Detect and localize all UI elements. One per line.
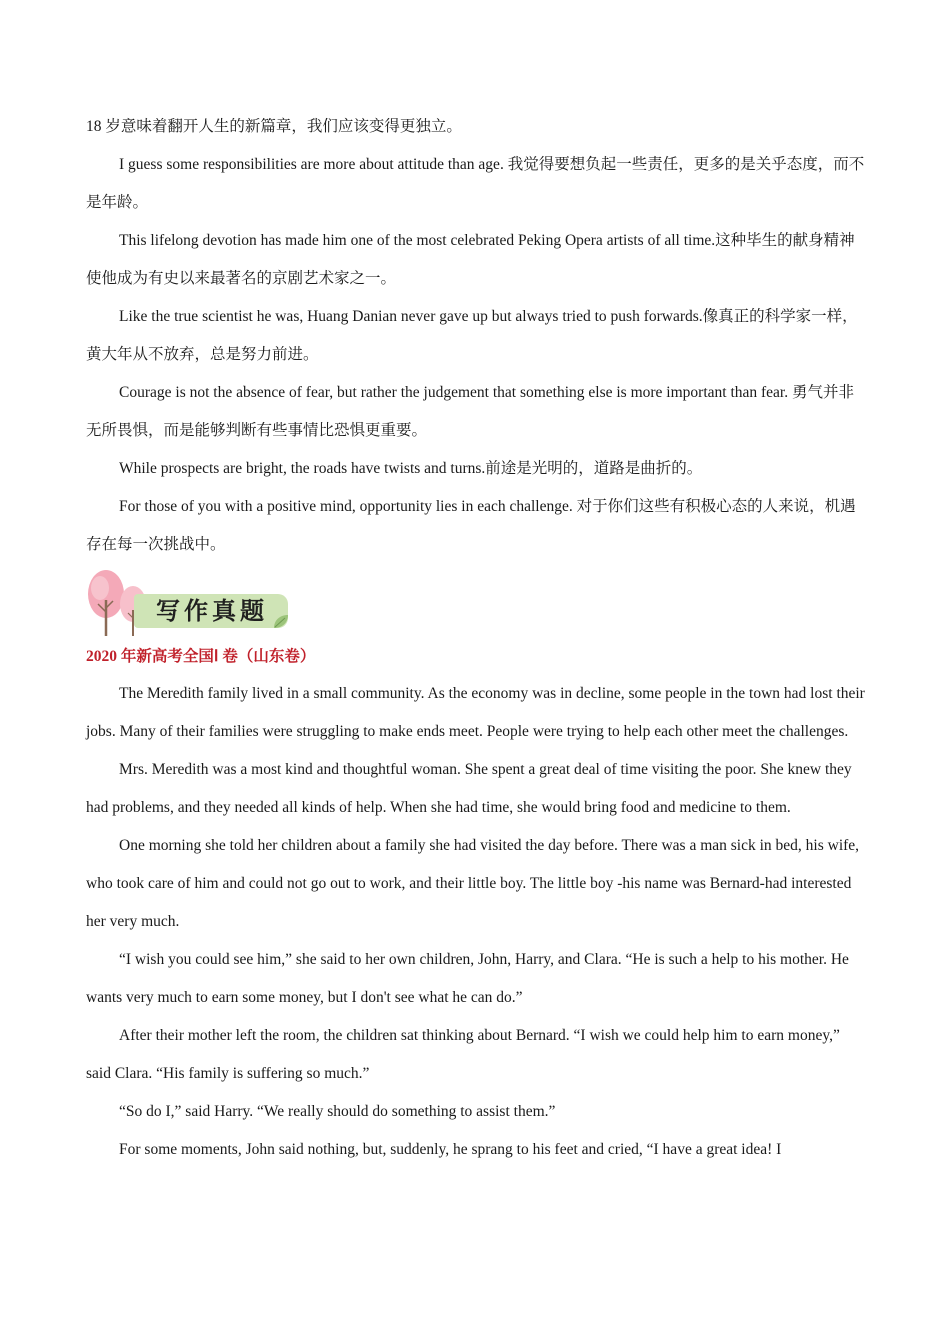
paragraph: For some moments, John said nothing, but, suddenly, he sprang to his feet and cried, “I have a great idea! I xyxy=(119,1141,782,1158)
paragraph: One morning she told her children about a family she had visited the day before. There was a man sick in bed, his wife, who took care of him and could not go out to work, and their little boy. The little boy -his name was Bernard-had interested her very much. xyxy=(86,837,860,930)
exam-title: 2020 年新高考全国Ⅰ 卷（山东卷） xyxy=(86,648,316,665)
document-page xyxy=(86,108,866,1169)
paragraph: I guess some responsibilities are more about attitude than age. 我觉得要想负起一些责任，更多的是关乎态度，而不是年龄。 xyxy=(86,156,865,211)
paragraph: This lifelong devotion has made him one of the most celebrated Peking Opera artists of all time.这种毕生的献身精神使他成为有史以来最著名的京剧艺术家之一。 xyxy=(86,232,855,287)
paragraph: The Meredith family lived in a small community. As the economy was in decline, some people in the town had lost their jobs. Many of their families were struggling to make ends meet. People were trying to help each other meet the challenges. xyxy=(86,685,865,740)
paragraph: For those of you with a positive mind, opportunity lies in each challenge. 对于你们这些有积极心态的人来说，机遇存在每一次挑战中。 xyxy=(86,498,856,553)
paragraph: Mrs. Meredith was a most kind and thoughtful woman. She spent a great deal of time visiting the poor. She knew they had problems, and they needed all kinds of help. When she had time, she would bring food and medicine to them. xyxy=(86,761,852,816)
paragraph: After their mother left the room, the children sat thinking about Bernard. “I wish we could help him to earn money,” said Clara. “His family is suffering so much.” xyxy=(86,1027,840,1082)
paragraph: Like the true scientist he was, Huang Danian never gave up but always tried to push forwards.像真正的科学家一样，黄大年从不放弃，总是努力前进。 xyxy=(86,308,858,363)
section-banner xyxy=(86,566,866,644)
paragraph: Courage is not the absence of fear, but rather the judgement that something else is more important than fear. 勇气并非无所畏惧，而是能够判断有些事情比恐惧更重要。 xyxy=(86,384,854,439)
paragraph: While prospects are bright, the roads have twists and turns.前途是光明的，道路是曲折的。 xyxy=(119,460,703,477)
paragraph: 18 岁意味着翻开人生的新篇章，我们应该变得更独立。 xyxy=(86,118,462,135)
leaf-icon xyxy=(272,614,290,630)
paragraph: “I wish you could see him,” she said to her own children, John, Harry, and Clara. “He is such a help to his mother. He wants very much to earn some money, but I don't see what he can do.” xyxy=(86,951,849,1006)
paragraph: “So do I,” said Harry. “We really should do something to assist them.” xyxy=(119,1103,556,1120)
section-title: 写作真题 xyxy=(156,597,268,625)
